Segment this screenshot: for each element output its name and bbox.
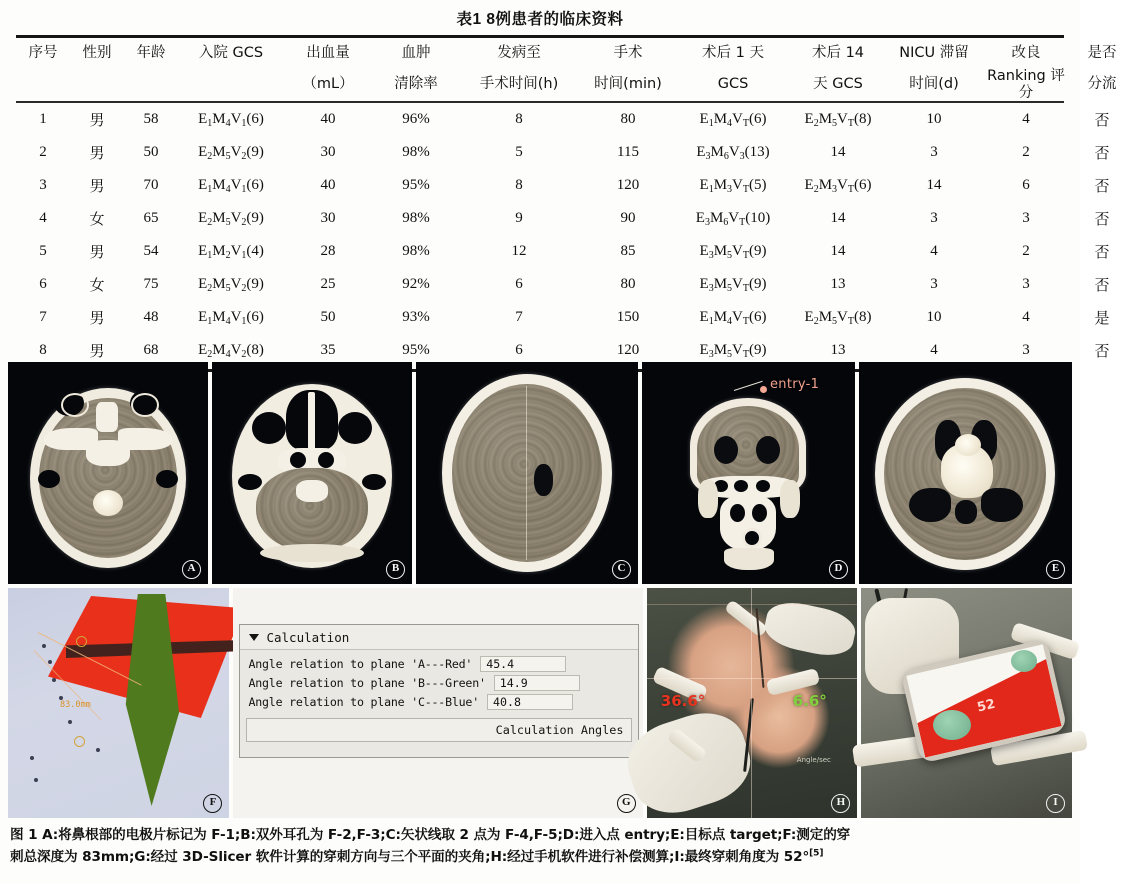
cell-no: 3 [39,176,47,193]
cell-clearance: 92% [402,275,430,292]
col-subheader-gcs-day1: GCS [717,76,749,93]
cell-admission-gcs: $E_1M_4V_1(6)$ [198,176,264,195]
cell-age: 50 [143,143,159,160]
panel-label-e: E [1046,560,1065,579]
odontoid-d [742,528,762,548]
calculation-dialog[interactable] [239,624,639,758]
col-subheader-admission-gcs [178,68,284,101]
col-subheader-clearance: 清除率 [394,76,438,93]
calculation-row-label: Angle relation to plane 'B---Green' [248,675,486,690]
mastoid-air-right-a [156,470,178,488]
cell-gcs-day1: $E_1M_3V_T(5)$ [699,176,767,195]
col-subheader-no [16,68,70,101]
cell-surgery-time: 120 [616,176,640,193]
col-header-gcs-day14: 术后 14 [811,44,865,61]
panel-d-ct-coronal-entry [642,362,855,584]
cell-clearance: 95% [402,176,430,193]
cell-gcs-day1: $E_3M_6V_3(13)$ [696,143,770,162]
col-subheader-surgery-time: 时间(min) [594,76,662,93]
cell-clearance: 98% [402,242,430,259]
midline-falx-c [526,386,527,560]
cell-gcs-day14: 14 [830,143,846,160]
cell-bleed-volume: 35 [320,341,336,358]
cell-surgery-time: 80 [620,275,636,292]
surgical-drape-top-h [761,597,859,661]
panel-b-ct-axial-skull-base [212,362,412,584]
figure-row-bottom [0,588,1080,818]
fiducial-7-f [30,756,34,760]
fiducial-8-f [34,778,38,782]
cell-shunt: 否 [1094,242,1110,261]
cell-clearance: 96% [402,110,430,127]
cell-mrs: 6 [1022,176,1030,193]
cell-mrs: 2 [1022,143,1030,160]
cell-age: 58 [143,110,159,127]
cell-surgery-time: 115 [617,143,639,160]
cell-surgery-time: 150 [616,308,640,325]
panel-label-c: C [612,560,631,579]
panel-f-slicer-3d [8,588,229,818]
occipital-horn-right-e [981,488,1023,522]
cell-gcs-day14: $E_2M_3V_T(6)$ [804,176,872,195]
cell-clearance: 98% [402,209,430,226]
cell-admission-gcs: $E_1M_4V_1(6)$ [198,110,264,129]
cell-onset-to-surgery: 12 [511,242,527,259]
cell-mrs: 3 [1022,275,1030,292]
col-header-sex: 性别 [82,44,112,61]
sinus-right-d [756,480,770,492]
hematoma-extension-e [955,434,981,456]
clinical-data-body-table [16,103,1132,367]
cell-surgery-time: 80 [620,110,636,127]
guide-tube-h [724,599,768,638]
col-subheader-mrs: Ranking 评分 [987,68,1065,101]
chevron-down-icon[interactable] [249,634,259,641]
brainstem-b [296,480,328,502]
cell-nicu-stay: 3 [930,209,938,226]
cell-onset-to-surgery: 8 [515,110,523,127]
mandible-d [724,548,774,570]
cell-admission-gcs: $E_2M_5V_2(9)$ [198,275,264,294]
cell-sex: 男 [89,143,105,162]
maxillary-sinus-right-b [338,412,372,444]
sphenoid-sinus-left-b [290,452,306,468]
table-title: 表1 8例患者的临床资料 [456,11,624,28]
occipital-horn-left-e [909,488,951,522]
table-row [16,268,1132,301]
cell-sex: 男 [89,242,105,261]
cell-bleed-volume: 30 [320,143,336,160]
panel-label-f: F [203,794,222,813]
cell-shunt: 否 [1094,176,1110,195]
cell-gcs-day14: 13 [830,275,846,292]
phone-angle-value-i: 52 [976,696,998,716]
calculation-angles-button[interactable]: Calculation Angles [246,718,632,742]
occipital-b [260,544,364,562]
figure-1-block [0,360,1080,820]
figure-1-caption [0,820,1080,868]
cell-gcs-day14: 14 [830,242,846,259]
table-row [16,103,1132,136]
panel-label-i: I [1046,794,1065,813]
col-header-no: 序号 [28,44,58,61]
cell-no: 7 [39,308,47,325]
col-subheader-bleed-volume: （mL） [302,76,354,93]
angle-green-annotation-h: 6.6° [792,692,827,710]
lateral-ventricle-c [534,464,553,496]
cell-onset-to-surgery: 5 [515,143,523,160]
globe-right-a [131,393,159,417]
cell-shunt: 否 [1094,110,1110,129]
cell-gcs-day1: $E_1M_4V_T(6)$ [699,308,767,327]
calculation-section-header[interactable] [240,625,638,650]
cell-bleed-volume: 25 [320,275,336,292]
calculation-rows [240,650,638,713]
entry-annotation-label-d: entry-1 [770,377,820,392]
sinus-mid-d [734,480,748,492]
cell-gcs-day14: 13 [830,341,846,358]
fiducial-3-f [52,678,56,682]
cell-bleed-volume: 28 [320,242,336,259]
col-header-onset-to-surgery: 发病至 [497,44,541,61]
fiducial-5-f [68,720,72,724]
cell-bleed-volume: 30 [320,209,336,226]
entry-point-marker-d [760,386,767,393]
cell-no: 8 [39,341,47,358]
cell-gcs-day1: $E_3M_5V_T(9)$ [699,275,767,294]
angle-small-label-h: Angle/sec [796,756,831,764]
cell-onset-to-surgery: 8 [515,176,523,193]
calculation-row-value[interactable]: 40.8 [487,694,573,710]
clinical-data-table [16,38,1132,101]
col-header-age: 年龄 [136,44,166,61]
cell-no: 6 [39,275,47,292]
panel-label-b: B [386,560,405,579]
calculation-row-label: Angle relation to plane 'A---Red' [248,656,473,671]
cell-no: 5 [39,242,47,259]
ventricle-right-d [756,436,780,464]
cell-age: 70 [143,176,159,193]
cell-nicu-stay: 10 [926,110,942,127]
mastoid-air-left-a [38,470,60,488]
crosshair-vertical-h [751,588,752,818]
figure-row-top [0,362,1080,584]
cell-gcs-day14: 14 [830,209,846,226]
cell-bleed-volume: 50 [320,308,336,325]
calculation-row-label: Angle relation to plane 'C---Blue' [248,694,479,709]
cell-mrs: 2 [1022,242,1030,259]
panel-g-calculation [233,588,642,818]
col-header-clearance: 血肿 [401,44,431,61]
panel-h-or-photo-compensation [647,588,858,818]
col-header-gcs-day1: 术后 1 天 [702,44,764,61]
cell-onset-to-surgery: 6 [515,341,523,358]
calculation-header-label: Calculation [266,630,350,645]
col-subheader-sex [70,68,124,101]
cell-mrs: 4 [1022,110,1030,127]
cell-sex: 女 [89,209,105,228]
table-row [16,235,1132,268]
crosshair-horizontal2-h [647,604,858,605]
table-row [16,169,1132,202]
cell-no: 2 [39,143,47,160]
calculation-row [240,673,638,692]
table-row [16,136,1132,169]
cell-nicu-stay: 3 [930,143,938,160]
col-subheader-shunt: 分流 [1087,76,1117,93]
ventricle-left-d [714,436,738,464]
sphenoid-sinus-right-b [318,452,334,468]
cell-sex: 男 [89,176,105,195]
cell-gcs-day1: $E_1M_4V_T(6)$ [699,110,767,129]
calculation-row-value[interactable]: 45.4 [480,656,566,672]
cell-bleed-volume: 40 [320,110,336,127]
depth-measure-label-f: 83.0mm [60,700,91,710]
col-header-admission-gcs: 入院 GCS [198,44,264,61]
cell-mrs: 4 [1022,308,1030,325]
cell-surgery-time: 120 [616,341,640,358]
caption-reference: [5] [809,848,824,859]
cell-sex: 男 [89,341,105,360]
panel-c-ct-axial-vertex [416,362,638,584]
fiducial-6-f [96,748,100,752]
cell-age: 65 [143,209,159,226]
panel-i-or-photo-phone [861,588,1072,818]
cell-nicu-stay: 3 [930,275,938,292]
cell-admission-gcs: $E_2M_5V_2(9)$ [198,209,264,228]
cell-nicu-stay: 4 [930,341,938,358]
header-row-line1 [16,38,1132,68]
fiducial-1-f [42,644,46,648]
cell-shunt: 是 [1094,308,1110,327]
table-row [16,202,1132,235]
caption-line-2: 刺总深度为 83mm;G:经过 3D-Slicer 软件计算的穿刺方向与三个平面的夹角;H:经过手机软件进行补偿测算;I:最终穿刺角度为 52° [10,849,810,866]
cell-admission-gcs: $E_2M_4V_2(8)$ [198,341,264,360]
panel-label-d: D [829,560,848,579]
calculation-row [240,654,638,673]
calculation-row-value[interactable]: 14.9 [494,675,580,691]
table-row [16,301,1132,334]
panel-label-g: G [617,794,636,813]
zygoma-left-d [698,480,718,518]
cell-nicu-stay: 14 [926,176,942,193]
cell-surgery-time: 90 [620,209,636,226]
hematoma-a [93,490,123,516]
cell-admission-gcs: $E_1M_2V_1(4)$ [198,242,264,261]
cell-gcs-day1: $E_3M_5V_T(9)$ [699,341,767,360]
cell-bleed-volume: 40 [320,176,336,193]
cell-age: 75 [143,275,159,292]
cell-age: 48 [143,308,159,325]
col-subheader-nicu-stay: 时间(d) [909,76,959,93]
cell-sex: 女 [89,275,105,294]
cell-mrs: 3 [1022,209,1030,226]
cell-onset-to-surgery: 9 [515,209,523,226]
col-header-bleed-volume: 出血量 [306,44,350,61]
panel-e-ct-axial-hematoma [859,362,1072,584]
panel-label-a: A [182,560,201,579]
table-1-block [0,0,1117,360]
cell-nicu-stay: 4 [930,242,938,259]
cell-gcs-day14: $E_2M_5V_T(8)$ [804,308,872,327]
table-header [16,38,1132,101]
cell-mrs: 3 [1022,341,1030,358]
cell-shunt: 否 [1094,143,1110,162]
fiducial-2-f [48,660,52,664]
cell-shunt: 否 [1094,341,1110,360]
caption-line-1: 图 1 A:将鼻根部的电极片标记为 F-1;B:双外耳孔为 F-2,F-3;C:矢状线取 2 点为 F-4,F-5;D:进入点 entry;E:目标点 target;F:测定的穿 [10,827,851,843]
globe-left-a [61,393,89,417]
col-header-surgery-time: 手术 [613,44,643,61]
cell-shunt: 否 [1094,275,1110,294]
nasal-air-right-d [752,504,767,522]
col-header-shunt: 是否 [1087,44,1117,61]
clivus-a [86,440,130,466]
cell-no: 1 [39,110,47,127]
panel-a-ct-axial-posterior-fossa [8,362,208,584]
sphenoid-a [96,402,118,432]
cell-no: 4 [39,209,47,226]
calculation-row [240,692,638,711]
mastoid-left-b [238,474,262,490]
panel-label-h: H [831,794,850,813]
table-body [16,103,1132,367]
cell-clearance: 93% [402,308,430,325]
fourth-ventricle-e [955,500,977,524]
cell-surgery-time: 85 [620,242,636,259]
cell-clearance: 98% [402,143,430,160]
header-row-line2 [16,68,1132,101]
col-subheader-gcs-day14: 天 GCS [813,76,863,93]
fiducial-ring-2-f [74,736,85,747]
crosshair-horizontal-h [647,678,858,679]
cell-nicu-stay: 10 [926,308,942,325]
cell-gcs-day1: $E_3M_6V_T(10)$ [695,209,771,228]
cell-shunt: 否 [1094,209,1110,228]
cell-onset-to-surgery: 7 [515,308,523,325]
zygoma-right-d [780,480,800,518]
mastoid-right-b [362,474,386,490]
cell-age: 54 [143,242,159,259]
col-header-mrs: 改良 [1011,44,1041,61]
maxillary-sinus-left-b [252,412,286,444]
cell-admission-gcs: $E_1M_4V_1(6)$ [198,308,264,327]
cell-admission-gcs: $E_2M_5V_2(9)$ [198,143,264,162]
nasal-air-left-d [730,504,745,522]
nasal-septum-b [308,392,315,450]
cell-age: 68 [143,341,159,358]
fiducial-ring-1-f [76,636,87,647]
col-header-nicu-stay: NICU 滞留 [899,44,969,61]
cell-onset-to-surgery: 6 [515,275,523,292]
cell-clearance: 95% [402,341,430,358]
cell-gcs-day1: $E_3M_5V_T(9)$ [699,242,767,261]
cell-sex: 男 [89,308,105,327]
caption-line-2-wrap [10,846,1070,868]
angle-red-annotation-h: 36.6° [660,692,706,710]
cell-gcs-day14: $E_2M_5V_T(8)$ [804,110,872,129]
cell-sex: 男 [89,110,105,129]
col-subheader-onset-to-surgery: 手术时间(h) [479,76,559,93]
col-subheader-age [124,68,178,101]
